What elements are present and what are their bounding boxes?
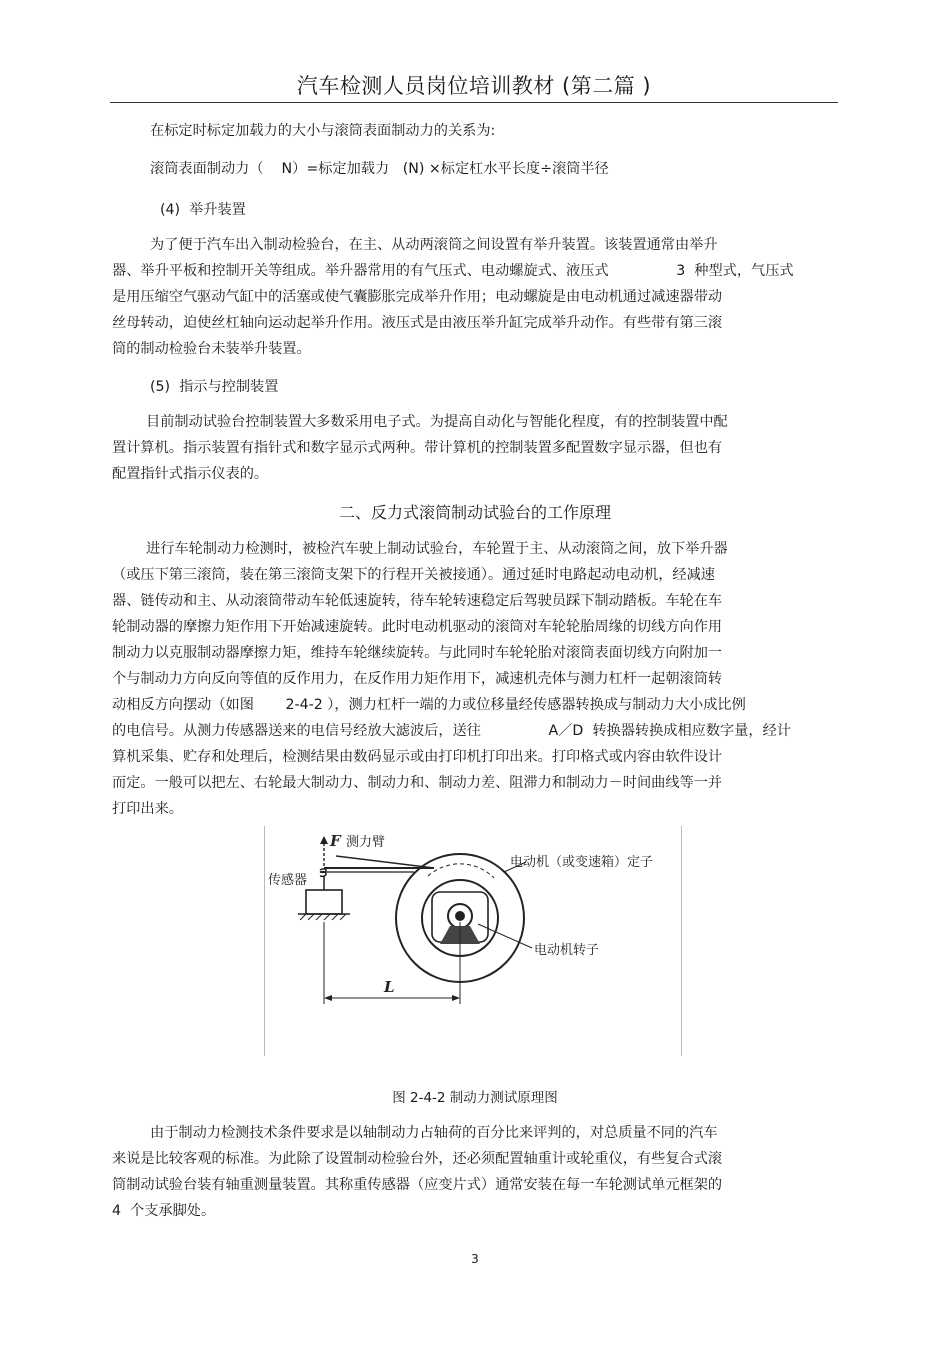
label-force: F xyxy=(330,832,341,850)
paragraph-line: 置计算机。指示装置有指针式和数字显示式两种。带计算机的控制装置多配置数字显示器，但也有 xyxy=(112,440,723,456)
rotation-arc xyxy=(428,864,494,878)
paragraph-line: 为了便于汽车出入制动检验台，在主、从动两滚筒之间设置有举升装置。该装置通常由举升 xyxy=(150,237,718,253)
calibration-intro: 在标定时标定加载力的大小与滚筒表面制动力的关系为: xyxy=(150,123,496,139)
paragraph-line: 来说是比较客观的标准。为此除了设置制动检验台外，还必须配置轴重计或轮重仪，有些复合式滚 xyxy=(112,1151,723,1167)
paragraph-line: 配置指针式指示仪表的。 xyxy=(112,466,269,482)
page-number: 3 xyxy=(471,1252,479,1266)
dimension-arrow-right xyxy=(452,995,460,1001)
paragraph-line: 筒制动试验台装有轴重测量装置。其称重传感器（应变片式）通常安装在每一车轮测试单元框架的 xyxy=(112,1177,723,1193)
paragraph-line: 个与制动力方向反向等值的反作用力，在反作用力矩作用下，减速机壳体与测力杠杆一起朝滚筒转 xyxy=(112,671,723,687)
lever-arm-top xyxy=(336,856,434,868)
diagram-drawing xyxy=(264,826,682,1056)
label-length: L xyxy=(384,978,395,996)
force-arrow-head xyxy=(320,836,328,844)
paragraph-line: 的电信号。从测力传感器送来的电信号经放大滤波后，送往 A／D 转换器转换成相应数字量，经计 xyxy=(112,723,791,739)
paragraph-line: 动相反方向摆动（如图 2-4-2 ），测力杠杆一端的力或位移量经传感器转换成与制动力大小成比例 xyxy=(112,697,746,713)
control-device-title: (5) 指示与控制装置 xyxy=(150,379,279,395)
lift-device-title: (4) 举升装置 xyxy=(160,202,246,218)
page-header-title: 汽车检测人员岗位培训教材 (第二篇 ) xyxy=(296,74,652,98)
section-heading: 二、反力式滚筒制动试验台的工作原理 xyxy=(338,503,611,522)
paragraph-line: 由于制动力检测技术条件要求是以轴制动力占轴荷的百分比来评判的，对总质量不同的汽车 xyxy=(150,1125,718,1141)
calibration-formula: 滚筒表面制动力（ N）=标定加载力 (N) ×标定杠水平长度÷滚筒半径 xyxy=(150,161,609,177)
ground-hatch xyxy=(300,914,346,920)
label-stator: 电动机（或变速箱）定子 xyxy=(510,855,654,870)
figure-caption: 图 2-4-2 制动力测试原理图 xyxy=(392,1090,558,1106)
paragraph-line: 而定。一般可以把左、右轮最大制动力、制动力和、制动力差、阻滞力和制动力－时间曲线等一并 xyxy=(112,775,723,791)
rotor-core xyxy=(455,911,465,921)
brake-force-diagram xyxy=(264,826,682,1056)
header-rule xyxy=(110,102,838,103)
paragraph-line: 筒的制动检验台未装举升装置。 xyxy=(112,341,311,357)
paragraph-line: 丝母转动，迫使丝杠轴向运动起举升作用。液压式是由液压举升缸完成举升动作。有些带有第三滚 xyxy=(112,315,723,331)
paragraph-line: 打印出来。 xyxy=(112,801,183,817)
paragraph-line: 制动力以克服制动器摩擦力矩，维持车轮继续旋转。与此同时车轮轮胎对滚筒表面切线方向附加一 xyxy=(112,645,723,661)
paragraph-line: 器、链传动和主、从动滚筒带动车轮低速旋转，待车轮转速稳定后驾驶员踩下制动踏板。车轮在车 xyxy=(112,593,723,609)
paragraph-line: 算机采集、贮存和处理后，检测结果由数码显示或由打印机打印出来。打印格式或内容由软件设计 xyxy=(112,749,723,765)
paragraph-line: 轮制动器的摩擦力矩作用下开始减速旋转。此时电动机驱动的滚筒对车轮轮胎周缘的切线方向作用 xyxy=(112,619,723,635)
paragraph-line: 4 个支承脚处。 xyxy=(112,1203,216,1219)
dimension-arrow-left xyxy=(324,995,332,1001)
label-sensor: 传感器 xyxy=(268,873,308,888)
paragraph-line: 器、举升平板和控制开关等组成。举升器常用的有气压式、电动螺旋式、液压式 3 种型式，气压式 xyxy=(112,263,794,279)
paragraph-line: 目前制动试验台控制装置大多数采用电子式。为提高自动化与智能化程度，有的控制装置中配 xyxy=(146,414,728,430)
paragraph-line: （或压下第三滚筒，装在第三滚筒支架下的行程开关被接通）。通过延时电路起动电动机，经减速 xyxy=(112,567,715,583)
label-rotor: 电动机转子 xyxy=(534,943,600,958)
paragraph-line: 进行车轮制动力检测时，被检汽车驶上制动试验台，车轮置于主、从动滚筒之间，放下举升器 xyxy=(146,541,728,557)
paragraph-line: 是用压缩空气驱动气缸中的活塞或使气囊膨胀完成举升作用；电动螺旋是由电动机通过减速器带动 xyxy=(112,289,723,305)
label-arm: 测力臂 xyxy=(346,835,386,850)
sensor-box xyxy=(306,890,342,914)
